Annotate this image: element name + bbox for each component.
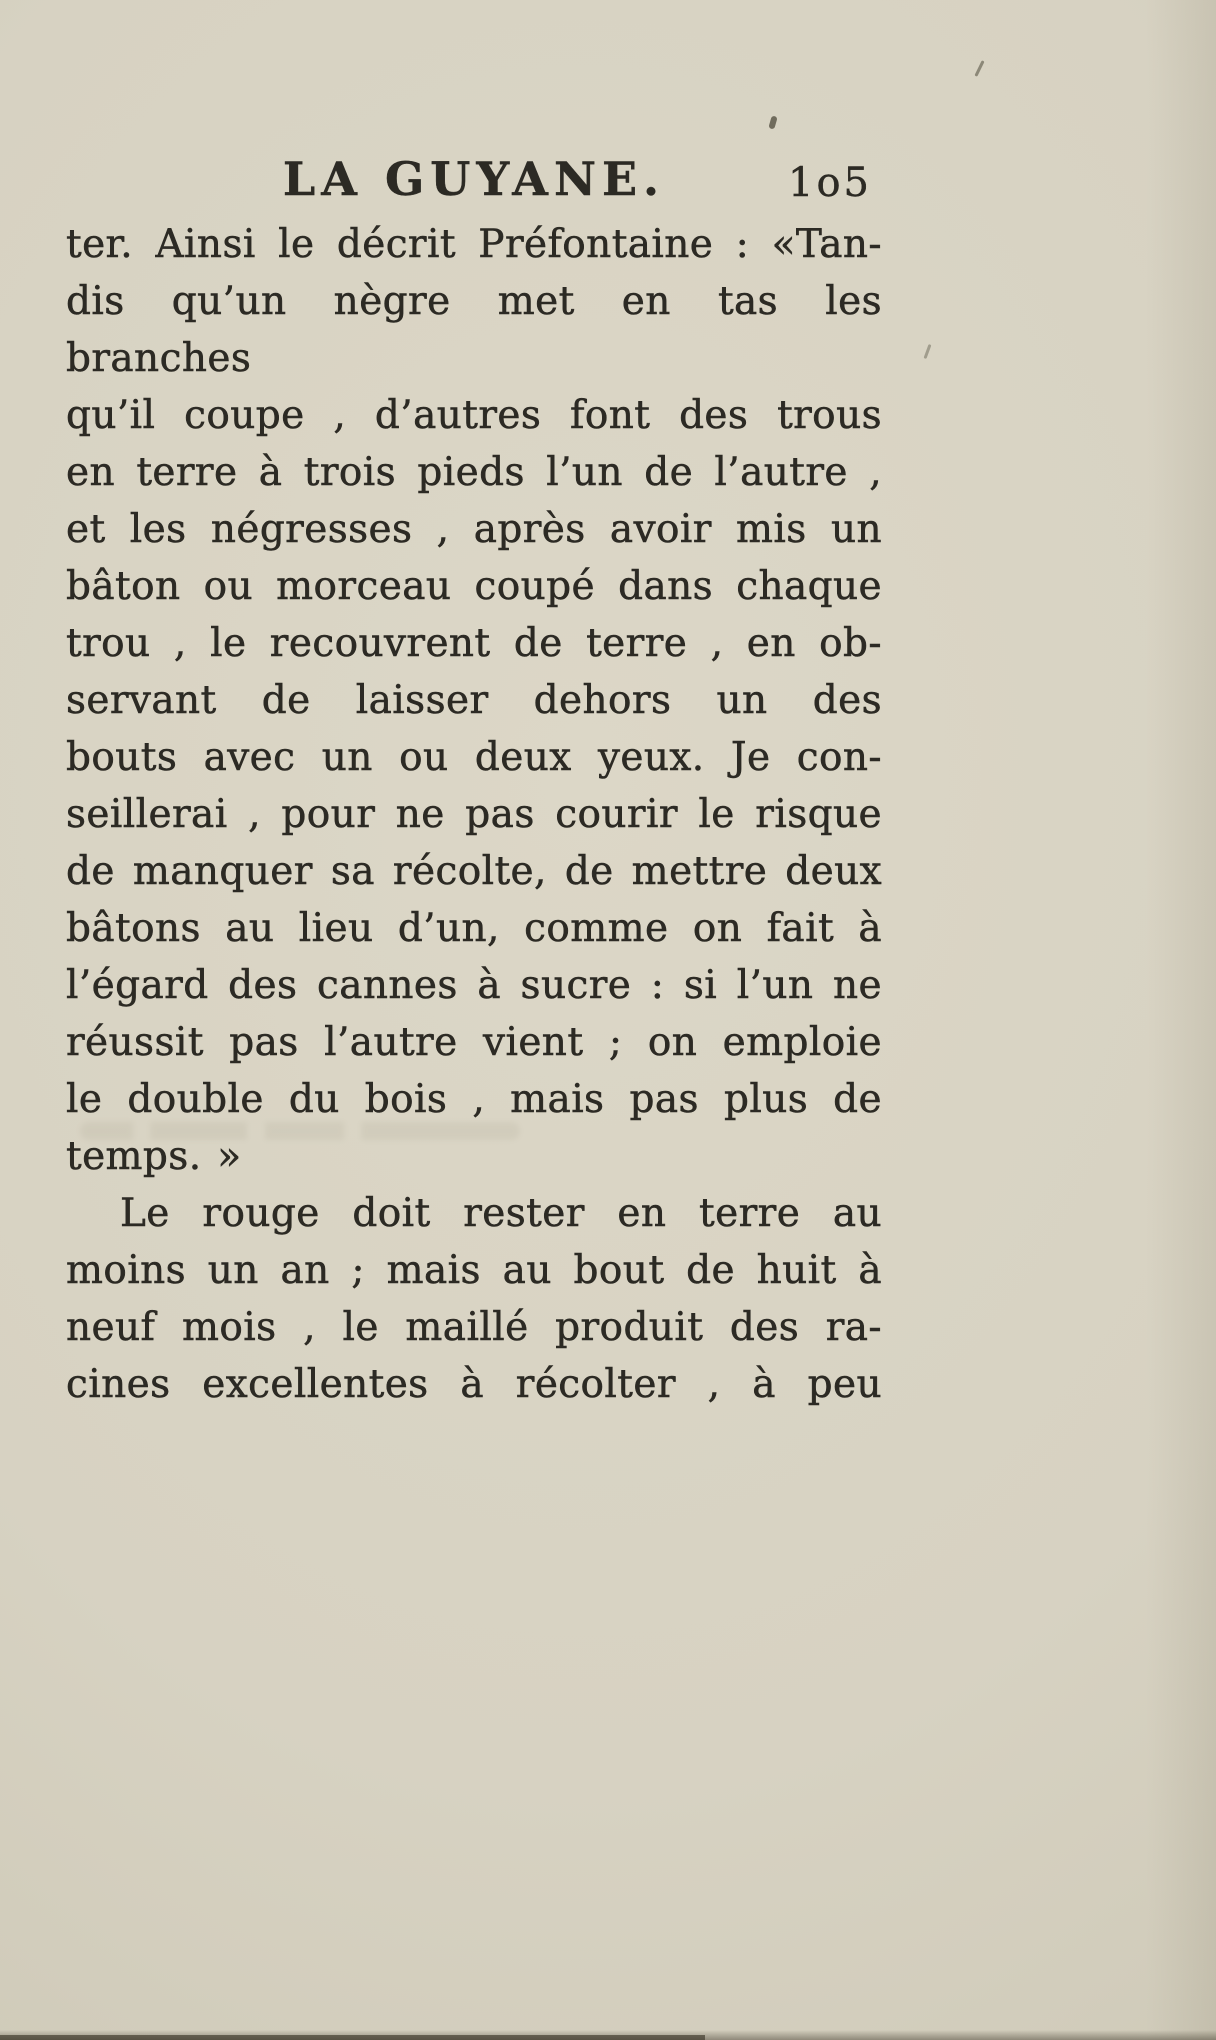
text-line: Le rouge doit rester en terre au <box>120 1191 882 1236</box>
page-number: 1o5 <box>788 160 872 206</box>
text-line: qu’il coupe , d’autres font des trous <box>66 393 882 438</box>
ink-speck <box>924 344 932 359</box>
text-line: réussit pas l’autre vient ; on emploie <box>66 1020 882 1065</box>
text-line: ter. Ainsi le décrit Préfontaine : «Tan- <box>66 222 882 267</box>
text-line: moins un an ; mais au bout de huit à <box>66 1248 882 1293</box>
ink-speck <box>768 115 777 129</box>
running-title: LA GUYANE. <box>282 152 666 206</box>
text-line: l’égard des cannes à sucre : si l’un ne <box>66 963 882 1008</box>
text-line: le double du bois , mais pas plus de <box>66 1077 882 1122</box>
text-line: servant de laisser dehors un des <box>66 678 882 723</box>
text-line: neuf mois , le maillé produit des ra- <box>66 1305 882 1350</box>
ink-speck <box>974 60 984 77</box>
show-through-smudge <box>80 1122 520 1140</box>
text-line: seillerai , pour ne pas courir le risque <box>66 792 882 837</box>
text-line: trou , le recouvrent de terre , en ob- <box>66 621 882 666</box>
scan-edge <box>0 2035 705 2040</box>
body-text <box>66 216 882 1413</box>
text-line: bâton ou morceau coupé dans chaque <box>66 564 882 609</box>
page-header <box>66 152 882 216</box>
text-line: et les négresses , après avoir mis un <box>66 507 882 552</box>
text-line: temps. » <box>66 1134 242 1179</box>
text-line: cines excellentes à récolter , à peu <box>66 1362 882 1407</box>
text-line: de manquer sa récolte, de mettre deux <box>66 849 882 894</box>
text-line: bouts avec un ou deux yeux. Je con- <box>66 735 882 780</box>
text-line: dis qu’un nègre met en tas les branches <box>66 279 882 381</box>
text-line: bâtons au lieu d’un, comme on fait à <box>66 906 882 951</box>
text-line: en terre à trois pieds l’un de l’autre , <box>66 450 882 495</box>
